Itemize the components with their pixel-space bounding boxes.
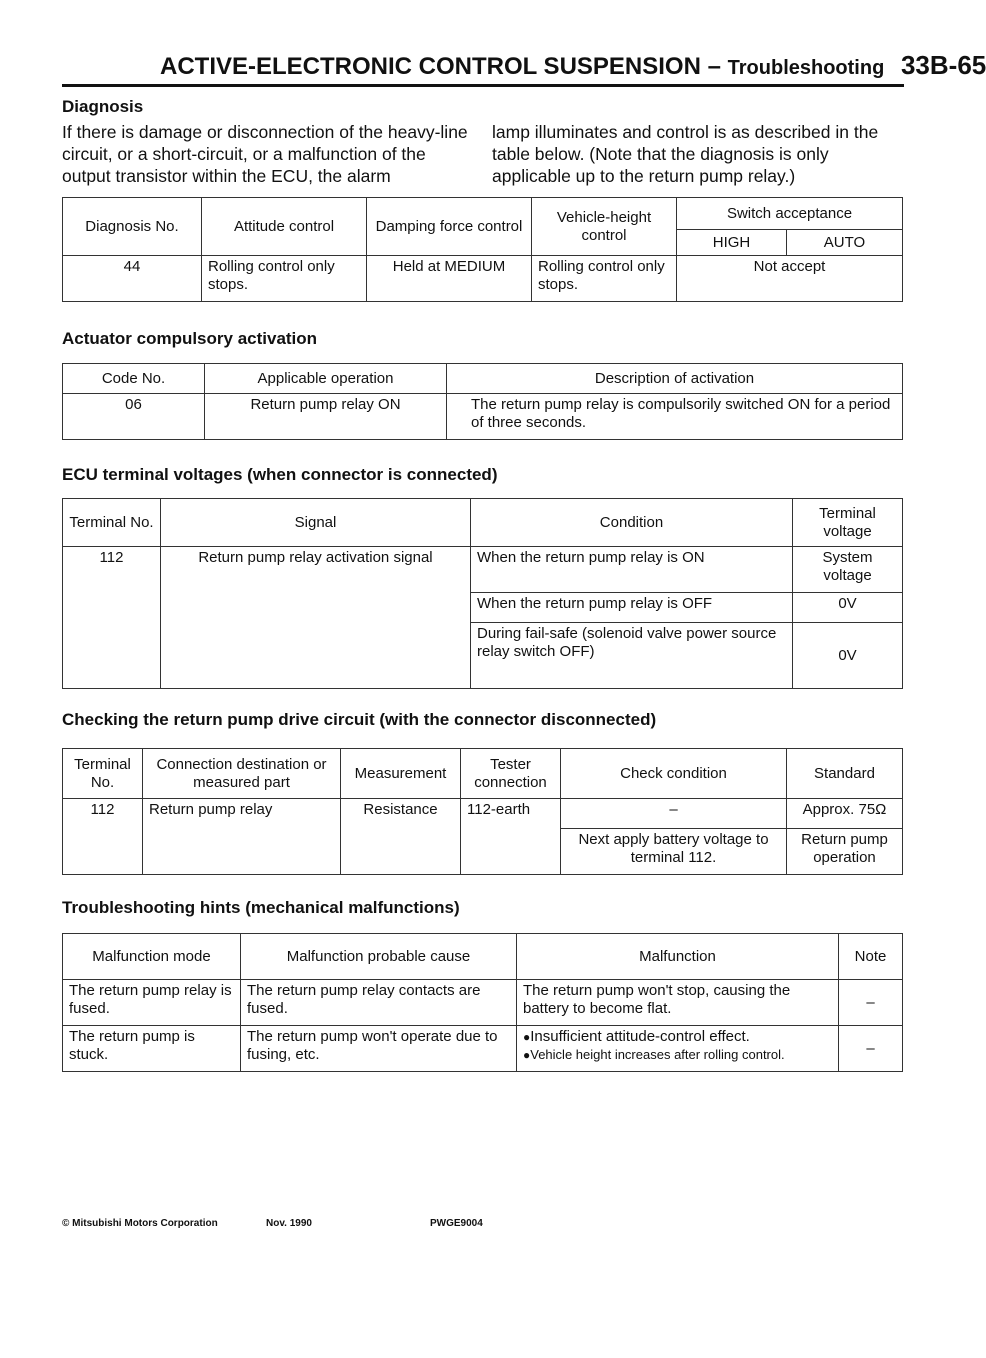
act-cell-operation: Return pump relay ON	[205, 394, 447, 440]
header-rule	[62, 84, 904, 87]
hint-cell-mode: The return pump relay is fused.	[63, 980, 241, 1026]
page-number: 33B-65	[900, 50, 986, 80]
chk-cell-standard: Approx. 75Ω	[787, 799, 903, 829]
header-separator: –	[707, 53, 721, 80]
ecu-cell-signal: Return pump relay activation signal	[161, 547, 471, 689]
actuator-table	[62, 363, 903, 440]
chk-cell-condition: –	[561, 799, 787, 829]
chk-header-part: Connection destination or measured part	[143, 749, 341, 799]
footer-date: Nov. 1990	[266, 1218, 312, 1229]
hint-cell-note: –	[839, 1026, 903, 1072]
hint-cell-cause: The return pump relay contacts are fused.	[241, 980, 517, 1026]
chk-cell-terminal: 112	[63, 799, 143, 875]
chk-header-condition: Check condition	[561, 749, 787, 799]
chk-header-measurement: Measurement	[341, 749, 461, 799]
hint-bullet-2: ● Vehicle height increases after rolling control.	[523, 1046, 832, 1064]
page-header	[160, 50, 986, 81]
hints-table	[62, 933, 903, 1072]
diagnosis-text-left: If there is damage or disconnection of the heavy-line circuit, or a short-circuit, or a malfunction of the output transistor within the ECU, the alarm	[62, 122, 468, 186]
footer-copyright: © Mitsubishi Motors Corporation	[62, 1218, 218, 1229]
chk-cell-condition: Next apply battery voltage to terminal 112.	[561, 829, 787, 875]
chk-cell-tester: 112-earth	[461, 799, 561, 875]
footer-code: PWGE9004	[430, 1218, 483, 1229]
hint-cell-malfunction: The return pump won't stop, causing the battery to become flat.	[517, 980, 839, 1026]
ecu-header-signal: Signal	[161, 499, 471, 547]
hint-cell-malfunction	[517, 1026, 839, 1072]
hint-header-cause: Malfunction probable cause	[241, 934, 517, 980]
ecu-header-condition: Condition	[471, 499, 793, 547]
chk-header-tester: Tester connection	[461, 749, 561, 799]
checking-heading: Checking the return pump drive circuit (with the connector disconnected)	[62, 710, 657, 729]
diag-header-switch: Switch acceptance	[677, 198, 903, 230]
ecu-heading: ECU terminal voltages (when connector is connected)	[62, 465, 498, 484]
hint-header-malfunction: Malfunction	[517, 934, 839, 980]
diag-cell-no: 44	[63, 256, 202, 302]
diagnosis-heading: Diagnosis	[62, 97, 144, 116]
hint-header-mode: Malfunction mode	[63, 934, 241, 980]
ecu-cell-condition: When the return pump relay is ON	[471, 547, 793, 593]
diag-header-high: HIGH	[677, 230, 787, 256]
actuator-heading: Actuator compulsory activation	[62, 329, 318, 348]
header-title: ACTIVE-ELECTRONIC CONTROL SUSPENSION	[160, 53, 701, 80]
chk-cell-measurement: Resistance	[341, 799, 461, 875]
diag-header-auto: AUTO	[787, 230, 903, 256]
ecu-cell-voltage: 0V	[793, 593, 903, 623]
act-header-description: Description of activation	[447, 364, 903, 394]
ecu-header-terminal: Terminal No.	[63, 499, 161, 547]
chk-cell-standard: Return pump operation	[787, 829, 903, 875]
ecu-cell-condition: When the return pump relay is OFF	[471, 593, 793, 623]
chk-cell-part: Return pump relay	[143, 799, 341, 875]
hint-header-note: Note	[839, 934, 903, 980]
act-cell-description: The return pump relay is compulsorily switched ON for a period of three seconds.	[447, 394, 903, 440]
chk-header-standard: Standard	[787, 749, 903, 799]
diag-header-damping: Damping force control	[367, 198, 532, 256]
chk-header-terminal: Terminal No.	[63, 749, 143, 799]
ecu-cell-voltage: 0V	[793, 623, 903, 689]
ecu-cell-condition: During fail-safe (solenoid valve power source relay switch OFF)	[471, 623, 793, 689]
act-cell-code: 06	[63, 394, 205, 440]
diag-cell-attitude: Rolling control only stops.	[202, 256, 367, 302]
hint-bullet-1: ● Insufficient attitude-control effect.	[523, 1028, 832, 1046]
checking-table	[62, 748, 903, 875]
hint-cell-note: –	[839, 980, 903, 1026]
act-header-code: Code No.	[63, 364, 205, 394]
header-subtitle: Troubleshooting	[727, 57, 885, 79]
act-header-operation: Applicable operation	[205, 364, 447, 394]
ecu-table	[62, 498, 903, 689]
diag-header-attitude: Attitude control	[202, 198, 367, 256]
ecu-header-voltage: Terminal voltage	[793, 499, 903, 547]
ecu-cell-voltage: System voltage	[793, 547, 903, 593]
hints-heading: Troubleshooting hints (mechanical malfunctions)	[62, 898, 460, 917]
hint-cell-cause: The return pump won't operate due to fusing, etc.	[241, 1026, 517, 1072]
diag-cell-damping: Held at MEDIUM	[367, 256, 532, 302]
hint-cell-mode: The return pump is stuck.	[63, 1026, 241, 1072]
diagnosis-table	[62, 197, 903, 302]
diag-header-height: Vehicle-height control	[532, 198, 677, 256]
diag-cell-switch: Not accept	[677, 256, 903, 302]
diagnosis-text-right: lamp illuminates and control is as described in the table below. (Note that the diagnosis is only applicable up to the return pump relay.)	[492, 122, 879, 186]
ecu-cell-terminal: 112	[63, 547, 161, 689]
diag-cell-height: Rolling control only stops.	[532, 256, 677, 302]
diag-header-no: Diagnosis No.	[63, 198, 202, 256]
